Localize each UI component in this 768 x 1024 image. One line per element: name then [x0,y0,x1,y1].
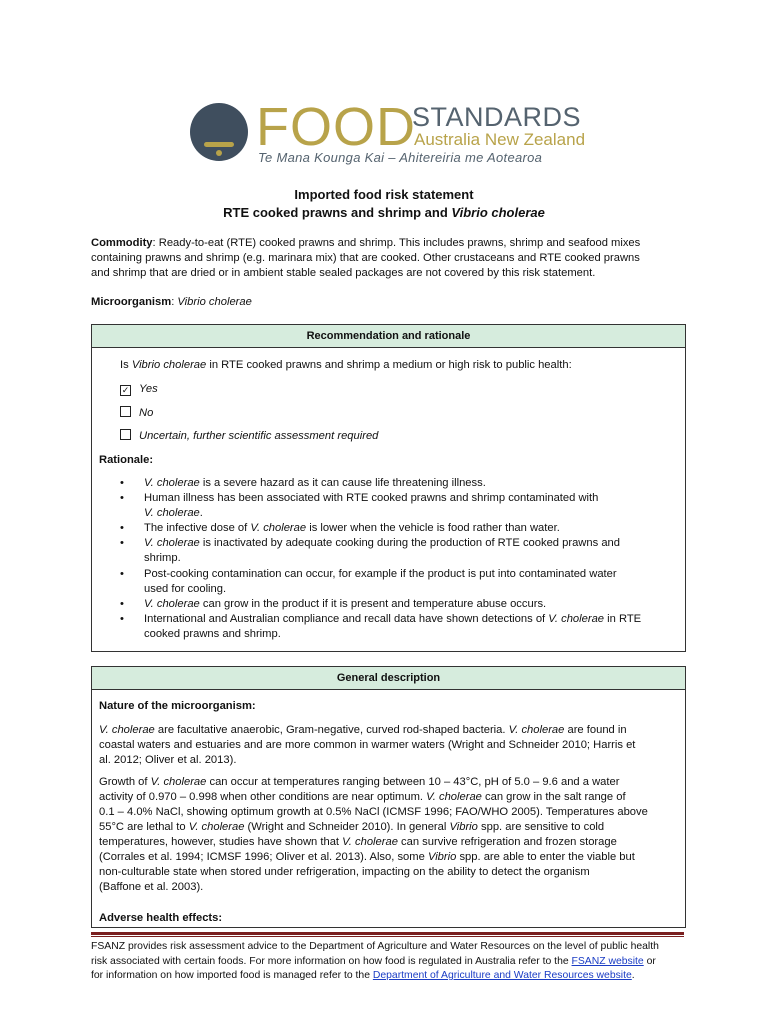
document-subtitle: RTE cooked prawns and shrimp and Vibrio cholerae [223,205,545,220]
recommendation-header: Recommendation and rationale [92,325,685,348]
rationale-item: • V. cholerae is inactivated by adequate cooking during the production of RTE cooked prawns and shrimp. [120,537,620,564]
nature-label: Nature of the microorganism: [99,700,256,712]
bullet-icon: • [120,613,124,625]
logo-standards-text: STANDARDS [412,102,582,132]
recommendation-box [91,324,686,652]
logo-maori-text: Te Mana Kounga Kai – Ahitereiria me Aotearoa [258,150,543,165]
rationale-item: • The infective dose of V. cholerae is lower when the vehicle is food rather than water. [120,522,560,534]
bullet-icon: • [120,598,124,610]
microorganism-label: Microorganism [91,296,172,308]
rationale-item: • Post-cooking contamination can occur, for example if the product is put into contaminated water used for cooling. [120,568,617,595]
commodity-label: Commodity [91,237,153,249]
fsanz-website-link[interactable]: FSANZ website [571,955,644,967]
document-title: Imported food risk statement [294,187,474,202]
footer-divider [91,932,684,935]
logo-food-text: FOOD [256,97,416,157]
rationale-label: Rationale: [99,454,154,466]
option-yes[interactable]: ✓ Yes [121,383,158,395]
footer-note: FSANZ provides risk assessment advice to the Department of Agriculture and Water Resources on the level of public health risk associated with certain foods. For more information on how food is regulated in Australia refer to the FSANZ website or for information on how imported food is managed refer to the Department of Agriculture and Water Resources website. [91,941,659,981]
general-description-box [91,666,686,928]
checkbox-checked-icon[interactable]: ✓ [121,385,130,395]
growth-paragraph: Growth of V. cholerae can occur at temperatures ranging between 10 – 43°C, pH of 5.0 – 9.6 and a water activity of 0.970 – 0.998 when other conditions are near optimum. V. cholerae can grow in the salt range of 0.1 – 4.0% NaCl, showing optimum growth at 0.5% NaCl (ICMSF 1996; FAO/WHO 2005). Temperatures above 55°C are lethal to V. cholerae (Wright and Schneider 2010). In general Vibrio spp. are sensitive to cold temperatures, however, studies have shown that V. cholerae can survive refrigeration and frozen storage (Corrales et al. 1994; ICMSF 1996; Oliver et al. 2013). Also, some Vibrio spp. are able to enter the viable but non-culturable state when stored under refrigeration, impacting on the ability to detect the organism (Baffone et al. 2003). [99,776,648,893]
footer-divider [91,936,684,937]
rationale-item: • V. cholerae can grow in the product if it is present and temperature abuse occurs. [120,598,547,610]
microorganism-line: Microorganism: Vibrio cholerae [91,296,252,308]
bullet-icon: • [120,492,124,504]
logo-emblem-icon [190,103,248,161]
fsanz-logo [190,97,590,168]
bullet-icon: • [120,537,124,549]
checkbox-icon[interactable] [120,406,131,417]
adverse-effects-label: Adverse health effects: [99,912,223,924]
logo-region-text: Australia New Zealand [414,130,586,149]
bullet-icon: • [120,522,124,534]
rationale-item: • V. cholerae is a severe hazard as it can cause life threatening illness. [120,477,486,489]
general-description-header: General description [92,667,685,690]
option-no[interactable]: No [120,406,153,421]
commodity-paragraph: Commodity: Ready-to-eat (RTE) cooked prawns and shrimp. This includes prawns, shrimp and seafood mixes containing prawns and shrimp (e.g. marinara mix) that are cooked. Other crustaceans and RTE cooked prawns and shrimp that are dried or in ambient stable sealed packages are not covered by this risk statement. [91,237,641,279]
bullet-icon: • [120,477,124,489]
microorganism-value: Vibrio cholerae [177,296,252,308]
risk-question: Is Vibrio cholerae in RTE cooked prawns and shrimp a medium or high risk to public health: [120,359,572,371]
agriculture-website-link[interactable]: Department of Agriculture and Water Resources website [372,970,632,981]
checkbox-icon[interactable] [120,429,131,440]
option-uncertain[interactable]: Uncertain, further scientific assessment required [120,429,378,444]
rationale-item: • Human illness has been associated with RTE cooked prawns and shrimp contaminated with V. cholerae. [120,492,599,519]
nature-paragraph: V. cholerae are facultative anaerobic, Gram-negative, curved rod-shaped bacteria. V. cholerae are found in coastal waters and estuaries and are more common in warmer waters (Wright and Schneider 2010; Harris et al. 2012; Oliver et al. 2013). [99,724,636,766]
bullet-icon: • [120,568,124,580]
rationale-item: • International and Australian compliance and recall data have shown detections of V. cholerae in RTE cooked prawns and shrimp. [120,613,642,640]
